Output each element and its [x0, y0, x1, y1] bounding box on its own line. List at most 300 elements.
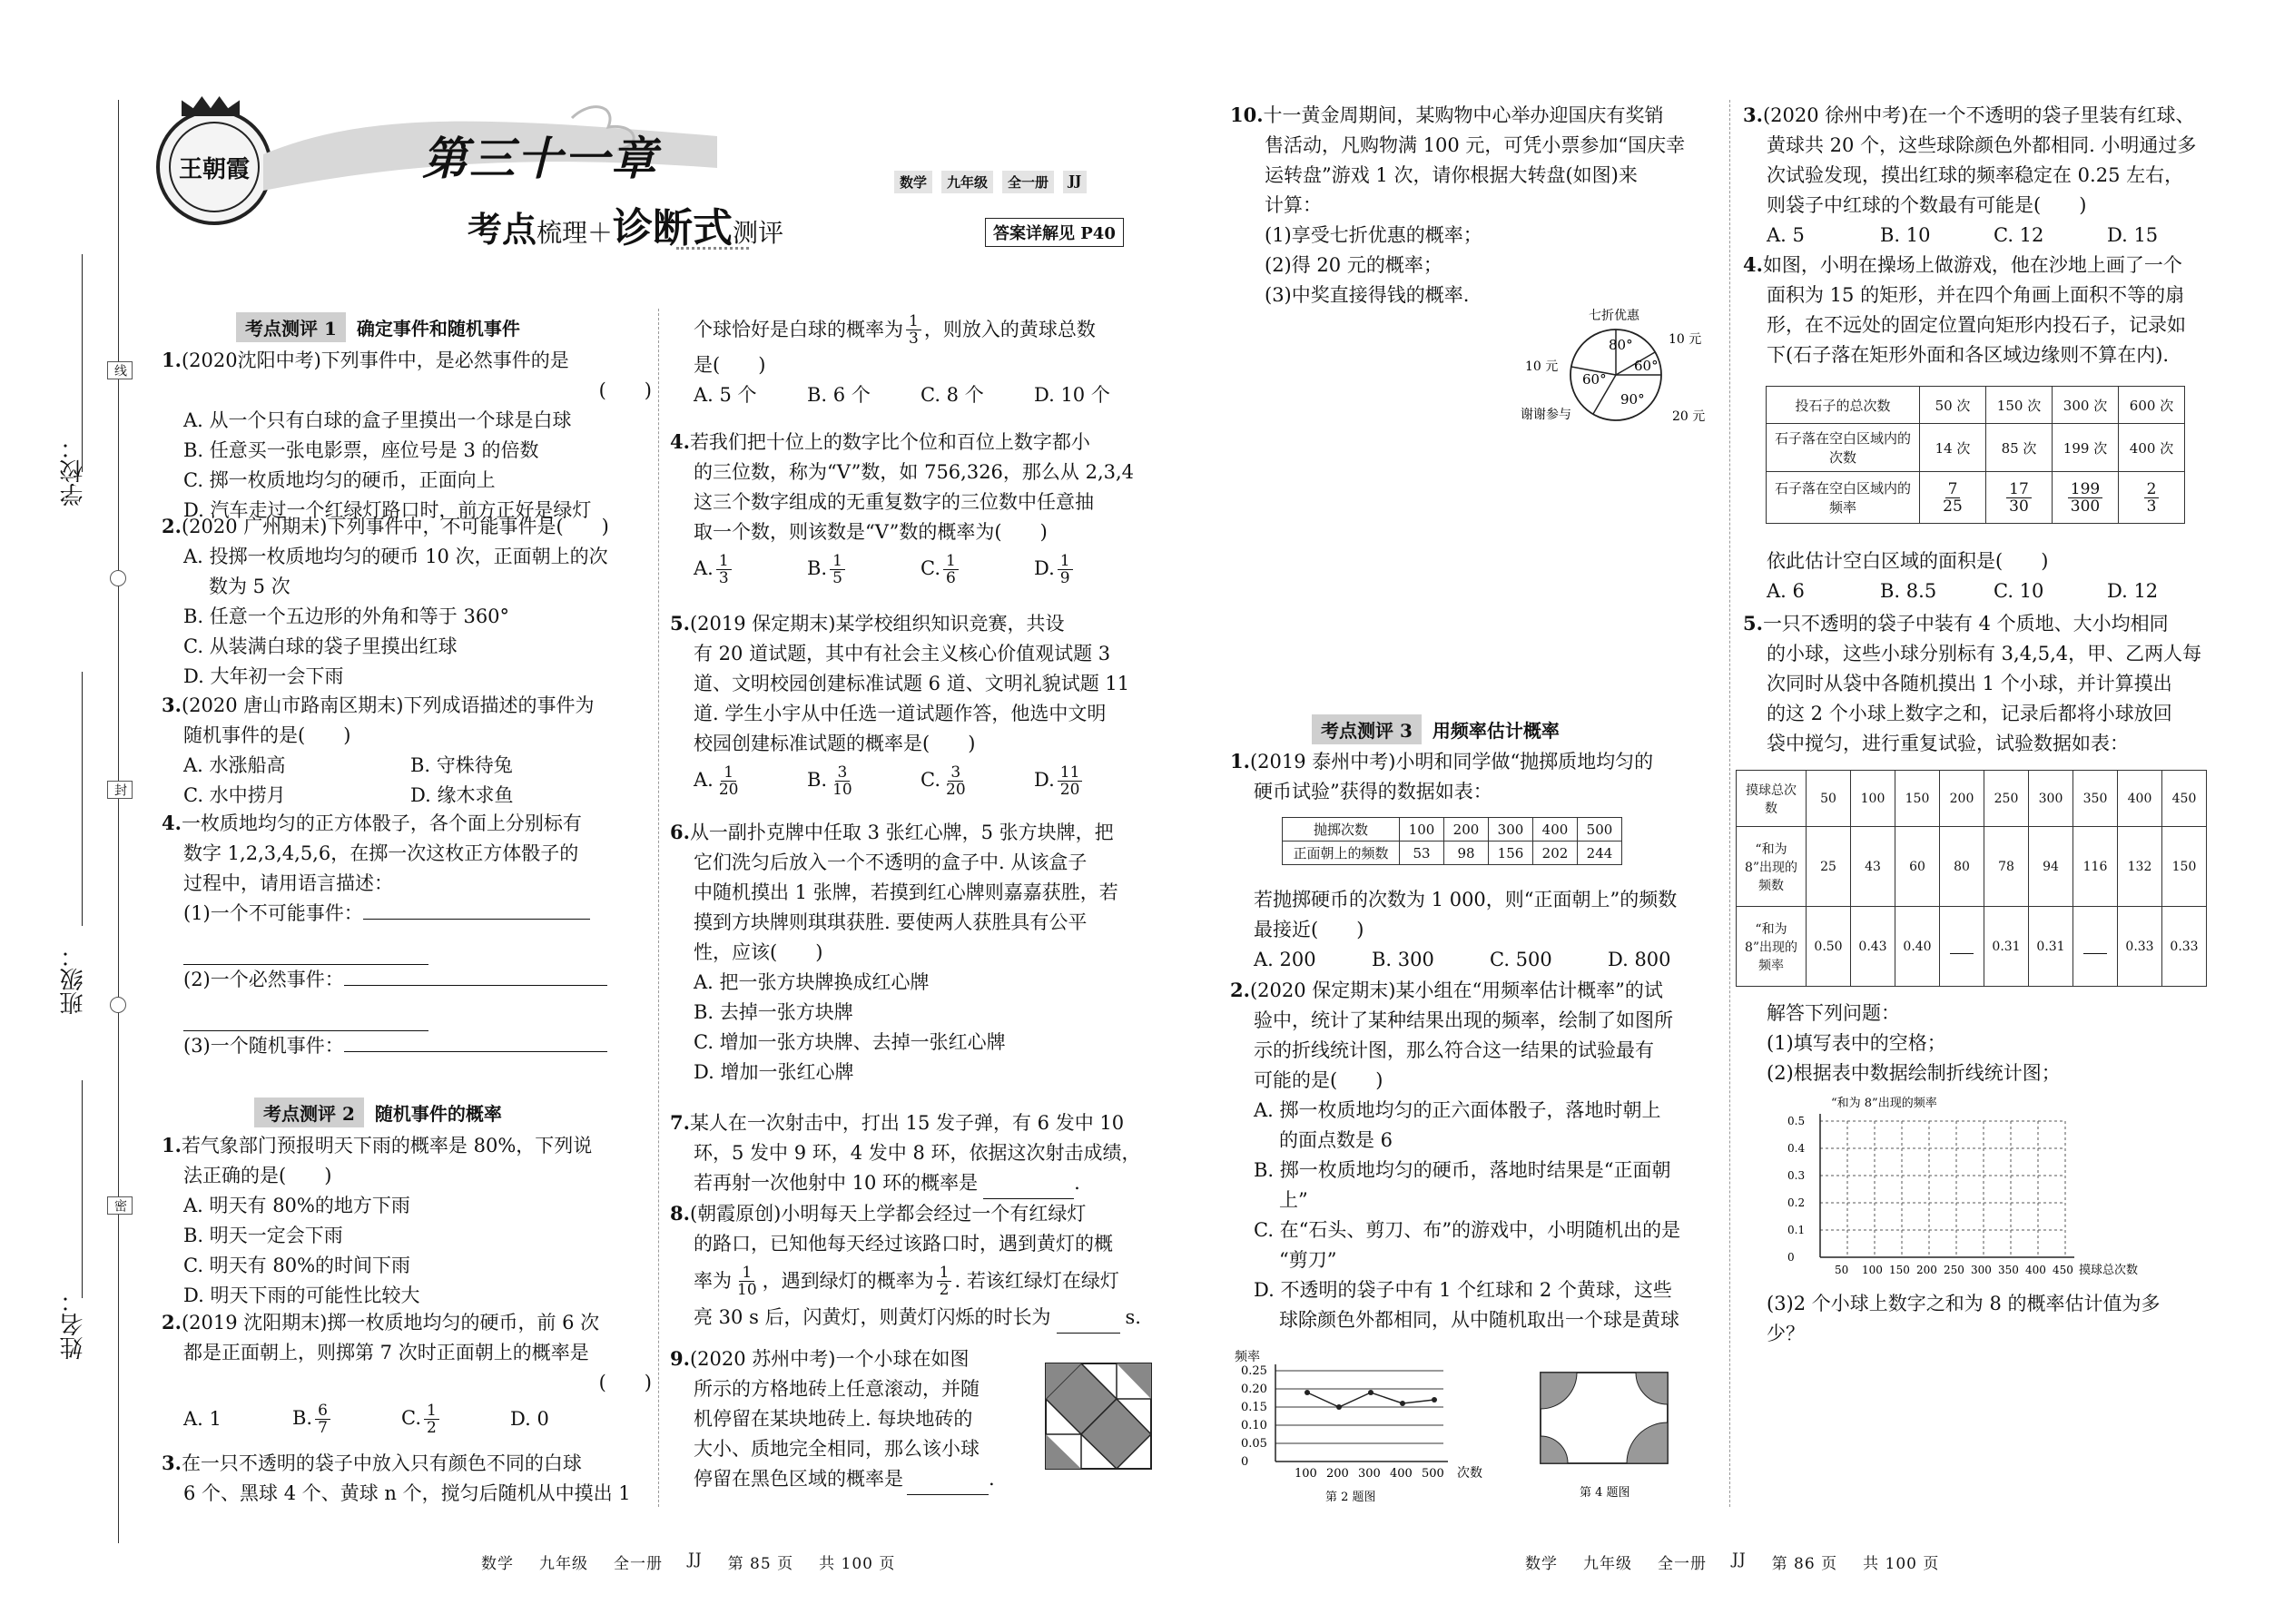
s2q3-line-1: 在一只不透明的袋子中放入只有颜色不同的白球 — [181, 1452, 582, 1474]
tile-grid-figure — [1044, 1362, 1153, 1471]
table-cell: 116 — [2073, 827, 2118, 907]
option-letter: C. — [921, 556, 940, 579]
q1-option-d[interactable]: D. 汽车走过一个红绿灯路口时，前方正好是绿灯 — [183, 499, 592, 521]
heading-part-b: 梳理＋ — [537, 218, 614, 248]
option-letter: D. — [1034, 556, 1055, 579]
s2q5-line-3: 道、文明校园创建标准试题 6 道、文明礼貌试题 11 — [694, 673, 1130, 694]
table-row — [1737, 907, 2207, 987]
fraction-top: 199 — [2068, 481, 2102, 498]
s3q1-after-1: 若抛掷硬币的次数为 1 000，则“正面朝上”的频数 — [1254, 889, 1678, 910]
wheel-label-10-right: 10 元 — [1669, 332, 1702, 347]
table-row — [1737, 827, 2207, 907]
table-cell: 0.50 — [1807, 907, 1851, 987]
section-2-tag: 考点测评 2 — [254, 1097, 364, 1127]
r4-option-c[interactable]: C. 10 — [1994, 580, 2044, 602]
r4-line-2: 面积为 15 的矩形，并在四个角画上面积不等的扇 — [1767, 284, 2185, 306]
s2q2-option-c[interactable] — [401, 1403, 510, 1436]
r5-line-3: 次同时从袋中各随机摸出 1 个小球，并计算摸出 — [1767, 673, 2172, 694]
col-divider-left — [658, 309, 659, 1507]
s2q4-option-b[interactable] — [807, 553, 921, 586]
q4-part-1: (1)一个不可能事件： — [183, 902, 363, 924]
q1-option-b[interactable]: B. 任意买一张电影票，座位号是 3 的倍数 — [183, 439, 539, 461]
cell-fraction — [2144, 481, 2160, 515]
option-letter: A. — [694, 768, 714, 791]
table-cell: 300 — [1489, 818, 1533, 842]
table-cell: 80 — [1940, 827, 1984, 907]
table-cell: 300 次 — [2053, 387, 2119, 424]
wheel-angle-90: 90° — [1620, 391, 1645, 408]
q10-line-4: 计算： — [1265, 194, 1322, 216]
q2-option-a[interactable]: A. 投掷一枚质地均匀的硬币 10 次，正面朝上的次 — [183, 546, 608, 567]
r4-line-4: 下(石子落在矩形外面和各区域边缘则不算在内). — [1767, 344, 2170, 366]
q2-option-b[interactable]: B. 任意一个五边形的外角和等于 360° — [183, 605, 510, 627]
blank-frequency-grid[interactable] — [1784, 1094, 2210, 1289]
fraction-top: 1 — [943, 553, 959, 570]
fraction-bottom: 10 — [737, 1280, 757, 1299]
chart5-ylabel: “和为 8”出现的频率 — [1831, 1097, 1937, 1110]
table-cell — [2119, 472, 2185, 524]
table-cell: 60 — [1895, 827, 1940, 907]
s3q2-option-d[interactable]: D. 不透明的袋子中有 1 个红球和 2 个黄球，这些 — [1254, 1279, 1672, 1301]
q4-part-3: (3)一个随机事件： — [183, 1035, 344, 1057]
seal-mark-mi: 密 — [107, 1196, 133, 1215]
s2q6-option-a[interactable]: A. 把一张方块牌换成红心牌 — [694, 971, 930, 993]
q1-paren: ( ) — [598, 379, 652, 401]
fig4-caption: 第 4 题图 — [1580, 1486, 1630, 1500]
binding-line — [118, 100, 119, 1543]
cell-fraction — [1940, 481, 1965, 515]
s2q1-number: 1. — [162, 1134, 182, 1156]
q3-number: 3. — [162, 694, 182, 716]
q4-part-1-blank[interactable] — [363, 919, 590, 920]
chart5-xtick-label: 250 — [1944, 1264, 1964, 1276]
binding-hole-2 — [110, 997, 126, 1013]
q10-line-2: 售活动，凡购物满 100 元，可凭小票参加“国庆幸 — [1265, 134, 1686, 156]
section-1-title: 确定事件和随机事件 — [356, 317, 520, 340]
s2q5-line-4: 道. 学生小宇从中任选一道试题作答，他选中文明 — [694, 703, 1107, 724]
q2-stem: (2020 广州期末)下列事件中，不可能事件是( ) — [181, 516, 609, 537]
q3-option-c[interactable]: C. 水中捞月 — [183, 784, 286, 806]
option-fraction — [943, 764, 969, 798]
q10-number: 10. — [1230, 103, 1264, 126]
r4-after-text: 依此估计空白区域的面积是( ) — [1767, 550, 2049, 572]
chart2-data-point — [1336, 1404, 1342, 1410]
q2-option-d[interactable]: D. 大年初一会下雨 — [183, 665, 344, 687]
chart2-xtick-label: 200 — [1326, 1467, 1349, 1481]
s2q2-option-b[interactable] — [292, 1403, 401, 1436]
r4-option-d[interactable]: D. 12 — [2107, 580, 2159, 602]
table-cell: 400 — [1533, 818, 1578, 842]
s2q4-line-4: 取一个数，则该数是“V”数的概率为( ) — [694, 521, 1048, 543]
logo-text: 王朝霞 — [178, 155, 250, 183]
fraction-top: 1 — [830, 553, 845, 570]
fraction-top: 6 — [315, 1403, 330, 1420]
r5-line-2: 的小球，这些小球分别标有 3,4,5,4，甲、乙两人每 — [1767, 643, 2202, 664]
seal-mark-feng: 封 — [107, 781, 133, 799]
s2q5-line-2: 有 20 道试题，其中有社会主义核心价值观试题 3 — [694, 643, 1111, 664]
table-blank-cell[interactable] — [1940, 907, 1984, 987]
r5-after-2: (1)填写表中的空格； — [1767, 1032, 1946, 1054]
chart5-ytick-label: 0.3 — [1787, 1169, 1806, 1182]
s3q1-option-a[interactable]: A. 200 — [1254, 949, 1316, 970]
table-cell: 132 — [2118, 827, 2162, 907]
table-cell: 25 — [1807, 827, 1851, 907]
r5-line-5: 袋中搅匀，进行重复试验，试验数据如表： — [1767, 733, 2129, 754]
table-cell: 150 — [2162, 827, 2207, 907]
chart2-ytick-label: 0.15 — [1241, 1401, 1267, 1414]
table-blank-cell[interactable] — [2073, 907, 2118, 987]
footer-edition: JJ — [688, 1550, 703, 1569]
s2q6-option-d[interactable]: D. 增加一张红心牌 — [694, 1061, 854, 1083]
q4-part-3-blank[interactable] — [344, 1051, 607, 1052]
s2q1-option-d[interactable]: D. 明天下雨的可能性比较大 — [183, 1284, 420, 1306]
s2q8-answer-blank[interactable] — [1057, 1303, 1120, 1334]
s2q4-option-d[interactable] — [1034, 553, 1147, 586]
chart2-data-point — [1432, 1397, 1437, 1403]
r3-option-a[interactable]: A. 5 — [1767, 224, 1805, 246]
fraction-bottom: 2 — [939, 1280, 950, 1299]
s2q5-option-d[interactable] — [1034, 764, 1147, 798]
fraction-bottom: 5 — [832, 568, 842, 587]
s2q2-line-1: (2019 沈阳期末)掷一枚质地均匀的硬币，前 6 次 — [181, 1312, 600, 1334]
footer-subject: 数学 — [1525, 1555, 1558, 1573]
option-letter: C. — [921, 768, 940, 791]
chart5-ytick-label: 0.4 — [1787, 1142, 1806, 1155]
s2q9-line-5: 停留在黑色区域的概率是 — [694, 1468, 903, 1490]
r3-number: 3. — [1743, 103, 1763, 126]
s3q2-option-b[interactable]: B. 掷一枚质地均匀的硬币，落地时结果是“正面朝 — [1254, 1159, 1671, 1181]
s2q2-option-a[interactable]: A. 1 — [183, 1407, 222, 1430]
school-field[interactable] — [82, 254, 83, 472]
seal-mark-xian: 线 — [107, 361, 133, 379]
s2q3-cont-line-1b: ，则放入的黄球总数 — [923, 318, 1096, 340]
s2q8-fraction-yellow — [734, 1265, 760, 1298]
section-1-bar — [236, 313, 520, 340]
chart2-xticks — [1295, 1467, 1444, 1481]
q3-option-d[interactable]: D. 缘木求鱼 — [410, 784, 514, 806]
footer-edition: JJ — [1732, 1550, 1747, 1569]
r4-option-a[interactable]: A. 6 — [1767, 580, 1805, 602]
s2q6-line-4: 摸到方块牌则琪琪获胜. 要使两人获胜具有公平 — [694, 911, 1088, 933]
question-2 — [162, 511, 652, 692]
r4-after — [1743, 546, 2233, 606]
frequency-line-chart — [1230, 1348, 1521, 1507]
chart2-xtick-label: 400 — [1390, 1467, 1413, 1481]
chart5-xtick-label: 350 — [1998, 1264, 2019, 1276]
s2q8-line-1: (朝霞原创)小明每天上学都会经过一个有红绿灯 — [689, 1203, 1087, 1225]
table-head: 正面朝上的频数 — [1283, 842, 1400, 865]
fraction-top: 11 — [1058, 764, 1083, 782]
r3-line-3: 次试验发现，摸出红球的频率稳定在 0.25 左右， — [1767, 164, 2184, 186]
chart5-xtick-label: 50 — [1835, 1264, 1849, 1276]
table-head: “和为 8”出现的频数 — [1737, 827, 1807, 907]
r3-option-c[interactable]: C. 12 — [1994, 224, 2044, 246]
chapter-title: 第三十一章 — [422, 132, 658, 185]
q1-option-c[interactable]: C. 掷一枚质地均匀的硬币，正面向上 — [183, 469, 496, 491]
table-cell: 300 — [2029, 771, 2073, 827]
r5-line-4: 的这 2 个小球上数字之和，记录后都将小球放回 — [1767, 703, 2172, 724]
chart5-xticks — [1835, 1264, 2073, 1276]
table-cell: 53 — [1400, 842, 1444, 865]
s3q2-option-c[interactable]: C. 在“石头、剪刀、布”的游戏中，小明随机出的是 — [1254, 1219, 1681, 1241]
s2q8-unit: s. — [1125, 1306, 1141, 1328]
s2q9-answer-blank[interactable] — [907, 1464, 989, 1495]
s2q3-cont-fraction — [906, 313, 921, 347]
r-question-3 — [1743, 100, 2233, 251]
r5-number: 5. — [1743, 612, 1763, 635]
wheel-angle-60-right: 60° — [1634, 358, 1659, 374]
q10-line-3: 运转盘”游戏 1 次，请你根据大转盘(如图)来 — [1265, 164, 1638, 186]
r3-line-2: 黄球共 20 个，这些球除颜色外都相同. 小明通过多 — [1767, 134, 2197, 156]
s2q3-cont-line-2: 是( ) — [694, 354, 766, 376]
q3-option-a[interactable]: A. 水涨船高 — [183, 754, 286, 776]
table-cell: 98 — [1444, 842, 1489, 865]
q1-option-a[interactable]: A. 从一个只有白球的盒子里摸出一个球是白球 — [183, 409, 572, 431]
r4-line-3: 形，在不远处的固定位置向矩形内投石子，记录如 — [1767, 314, 2186, 336]
name-label: 姓名： — [60, 1289, 87, 1360]
s2q8-fraction-green — [937, 1265, 952, 1298]
s2q3-option-b[interactable]: B. 6 个 — [807, 384, 871, 406]
heading-dots — [676, 247, 749, 250]
s2-question-6 — [670, 817, 1160, 1088]
option-fraction — [1058, 764, 1083, 798]
option-fraction — [943, 553, 959, 586]
r5-line-1: 一只不透明的袋子中装有 4 个质地、大小均相同 — [1762, 613, 2169, 635]
fraction-top: 1 — [739, 1265, 754, 1282]
chart2-data-point — [1305, 1390, 1310, 1395]
fraction-top: 7 — [1945, 481, 1961, 498]
table-head: “和为 8”出现的频率 — [1737, 907, 1807, 987]
q1-number: 1. — [162, 349, 182, 371]
fraction-top: 1 — [937, 1265, 952, 1282]
footer-volume: 全一册 — [1658, 1555, 1707, 1573]
q4-line-1: 一枚质地均匀的正方体骰子，各个面上分别标有 — [181, 812, 582, 834]
chart2-data-point — [1400, 1401, 1405, 1406]
chart5-xtick-label: 400 — [2025, 1264, 2046, 1276]
s2q6-option-c[interactable]: C. 增加一张方块牌、去掉一张红心牌 — [694, 1031, 1006, 1053]
q10-part-2: (2)得 20 元的概率； — [1265, 254, 1442, 276]
s2q6-line-5: 性，应该( ) — [694, 941, 823, 963]
s2q8-line-3c: . 若该红绿灯在绿灯 — [954, 1269, 1119, 1292]
r5-after-1: 解答下列问题： — [1767, 1002, 1900, 1024]
s2q9-line-1: (2020 苏州中考)一个小球在如图 — [689, 1348, 970, 1370]
s3q1-line-2: 硬币试验”获得的数据如表： — [1254, 781, 1492, 802]
fraction-top: 17 — [2006, 481, 2032, 498]
s3q2-option-a[interactable]: A. 掷一枚质地均匀的正六面体骰子，落地时朝上 — [1254, 1099, 1661, 1121]
section-3-bar — [1312, 715, 1560, 743]
q2-option-c[interactable]: C. 从装满白球的袋子里摸出红球 — [183, 635, 458, 657]
cell-fraction — [2006, 481, 2032, 515]
tag-subject: 数学 — [894, 171, 932, 193]
fraction-top: 1 — [906, 313, 921, 330]
table-row — [1767, 424, 2185, 472]
question-4 — [162, 808, 652, 1061]
q4-line-2: 数字 1,2,3,4,5,6，在掷一次这枚正方体骰子的 — [183, 842, 579, 864]
s2q3-option-a[interactable]: A. 5 个 — [694, 384, 757, 406]
q3-stem-2: 随机事件的是( ) — [183, 724, 351, 746]
r3-option-b[interactable]: B. 10 — [1880, 224, 1931, 246]
chart5-xtick-label: 300 — [1971, 1264, 1992, 1276]
option-fraction — [716, 764, 742, 798]
option-fraction — [830, 764, 855, 798]
r4-number: 4. — [1743, 253, 1763, 276]
table-cell: 200 — [1940, 771, 1984, 827]
table-cell: 450 — [2162, 771, 2207, 827]
r4-line-1: 如图，小明在操场上做游戏，他在沙地上画了一个 — [1762, 254, 2182, 276]
s2q5-line-1: (2019 保定期末)某学校组织知识竞赛，共设 — [689, 613, 1065, 635]
answer-note: 答案详解见 P40 — [985, 218, 1124, 247]
s2-question-9: 9.(2020 苏州中考)一个小球在如图 所示的方格地砖上任意滚动，并随 机停留在某块地砖上. 每块地砖的 大小、质地完全相同，那么该小球 停留在黑色区域的概率是 . — [670, 1343, 1033, 1495]
s2q1-option-c[interactable]: C. 明天有 80%的时间下雨 — [183, 1255, 411, 1276]
table-cell: 43 — [1851, 827, 1895, 907]
s3q2-option-d-cont: 球除颜色外都相同，从中随机取出一个球是黄球 — [1279, 1309, 1679, 1331]
r3-option-d[interactable]: D. 15 — [2107, 224, 2159, 246]
chart2-ytick-label: 0.25 — [1241, 1364, 1267, 1378]
chart5-grid — [1820, 1121, 2065, 1257]
q3-option-b[interactable]: B. 守株待兔 — [410, 754, 513, 776]
chart2-xlabel: 次数 — [1457, 1466, 1482, 1481]
chart5-xtick-label: 100 — [1862, 1264, 1883, 1276]
wheel-label-10-left: 10 元 — [1525, 359, 1559, 374]
s2q2-option-b-fraction — [315, 1403, 330, 1436]
s2q2-paren: ( ) — [598, 1372, 652, 1393]
s2q2-option-b-letter: B. — [292, 1406, 313, 1429]
name-field[interactable] — [82, 1080, 83, 1298]
fraction-bottom: 25 — [1943, 497, 1963, 516]
table-head: 石子落在空白区域内的次数 — [1767, 424, 1920, 472]
subject-tags — [894, 171, 1087, 193]
section-heading — [468, 195, 783, 253]
r5-part-3 — [1743, 1289, 2233, 1349]
s2q2-option-c-letter: C. — [401, 1406, 421, 1429]
s2q8-line-3a: 率为 — [694, 1269, 732, 1292]
section-2-bar — [254, 1098, 502, 1126]
table-row — [1737, 771, 2207, 827]
q10-part-3: (3)中奖直接得钱的概率. — [1265, 284, 1470, 306]
fraction-bottom: 3 — [718, 568, 729, 587]
wheel-label-discount: 七折优惠 — [1589, 309, 1639, 323]
footer-grade: 九年级 — [1583, 1555, 1632, 1573]
s3q2-line-3: 示的折线统计图，那么符合这一结果的试验最有 — [1254, 1039, 1654, 1061]
right-footer — [1525, 1550, 1939, 1573]
chart2-xtick-label: 500 — [1422, 1467, 1444, 1481]
s2q4-option-a[interactable] — [694, 553, 807, 586]
question-1 — [162, 345, 652, 526]
r3-line-4: 则袋子中红球的个数最有可能是( ) — [1767, 194, 2087, 216]
q4-part-1-blank-2[interactable] — [183, 934, 428, 965]
s2q5-number: 5. — [670, 612, 690, 635]
s2q3-option-d[interactable]: D. 10 个 — [1034, 384, 1110, 406]
s2q6-line-3: 中随机摸出 1 张牌，若摸到红心牌则嘉嘉获胜，若 — [694, 881, 1118, 903]
s2q5-option-b[interactable] — [807, 764, 921, 798]
table-cell: 85 次 — [1986, 424, 2053, 472]
chart2-ytick-label: 0.20 — [1241, 1383, 1267, 1396]
footer-subject: 数学 — [481, 1555, 514, 1573]
s2q1-line-2: 法正确的是( ) — [183, 1165, 332, 1186]
option-letter: B. — [807, 556, 828, 579]
r5-q3-line-2: 少？ — [1767, 1323, 1805, 1344]
fraction-bottom: 300 — [2070, 497, 2101, 516]
s3q1-option-d[interactable]: D. 800 — [1608, 949, 1671, 970]
s3q1-option-b[interactable]: B. 300 — [1372, 949, 1434, 970]
table-cell: 250 — [1984, 771, 2029, 827]
fraction-top: 1 — [716, 553, 732, 570]
s2q8-number: 8. — [670, 1202, 690, 1225]
r4-option-b[interactable]: B. 8.5 — [1880, 580, 1937, 602]
footer-total: 共 100 页 — [1863, 1555, 1940, 1573]
class-field[interactable] — [82, 672, 83, 926]
s3q2-number: 2. — [1230, 979, 1250, 1001]
s2q2-line-2: 都是正面朝上，则掷第 7 次时正面朝上的概率是 — [183, 1342, 589, 1363]
binding-hole-1 — [110, 570, 126, 586]
chart5-xtick-label: 200 — [1916, 1264, 1937, 1276]
s2q8-line-2: 的路口，已知他每天经过该路口时，遇到黄灯的概 — [694, 1233, 1113, 1255]
rectangle-sector-figure — [1539, 1371, 1675, 1507]
q4-part-2-blank[interactable] — [344, 985, 607, 986]
table-row — [1283, 842, 1622, 865]
wheel-label-thanks: 谢谢参与 — [1521, 408, 1571, 422]
s2q3-option-c[interactable]: C. 8 个 — [921, 384, 984, 406]
s2-question-1 — [162, 1130, 652, 1311]
fraction-top: 1 — [1058, 553, 1073, 570]
s2q5-option-a[interactable] — [694, 764, 807, 798]
table-cell: 202 — [1533, 842, 1578, 865]
s2-question-3 — [162, 1448, 652, 1509]
s2q6-option-b[interactable]: B. 去掉一张方块牌 — [694, 1001, 853, 1023]
r-question-4 — [1743, 250, 2233, 370]
s2q2-option-d[interactable]: D. 0 — [510, 1407, 549, 1430]
chart2-yticks — [1241, 1364, 1267, 1469]
table-cell: 50 次 — [1920, 387, 1986, 424]
chart2-ytick-label: 0.05 — [1241, 1437, 1267, 1451]
s2q7-line-2: 环，5 发中 9 环，4 发中 8 环，依据这次射击成绩， — [694, 1142, 1141, 1164]
s2-question-5 — [670, 608, 1160, 802]
fraction-top: 3 — [948, 764, 963, 782]
table-cell: 350 — [2073, 771, 2118, 827]
table-cell: 14 次 — [1920, 424, 1986, 472]
s2q1-option-a[interactable]: A. 明天有 80%的地方下雨 — [183, 1195, 410, 1216]
left-footer — [481, 1550, 895, 1573]
s3q1-option-c[interactable]: C. 500 — [1490, 949, 1552, 970]
table-cell: 0.43 — [1851, 907, 1895, 987]
tag-edition: JJ — [1063, 171, 1087, 193]
table-cell — [1920, 472, 1986, 524]
footer-total: 共 100 页 — [819, 1555, 896, 1573]
s2q2-number: 2. — [162, 1311, 182, 1334]
s2q1-option-b[interactable]: B. 明天一定会下雨 — [183, 1225, 343, 1246]
s3q1-line-1: (2019 泰州中考)小明和同学做“抛掷质地均匀的 — [1249, 751, 1654, 773]
s2q4-option-c[interactable] — [921, 553, 1034, 586]
q3-stem-1: (2020 唐山市路南区期末)下列成语描述的事件为 — [181, 694, 595, 716]
chart2-ytick-label: 0.10 — [1241, 1419, 1267, 1432]
s2q3-cont-line-1a: 个球恰好是白球的概率为 — [694, 318, 903, 340]
chart5-xlabel: 摸球总次数 — [2079, 1264, 2139, 1277]
s3q1-after-2: 最接近( ) — [1254, 919, 1364, 940]
s2q9-line-4: 大小、质地完全相同，那么该小球 — [694, 1438, 980, 1460]
q4-part-2-blank-2[interactable] — [183, 1000, 428, 1031]
table-cell: 156 — [1489, 842, 1533, 865]
q1-stem: (2020沈阳中考)下列事件中，是必然事件的是 — [181, 349, 569, 371]
table-row — [1767, 472, 2185, 524]
table-cell: 50 — [1807, 771, 1851, 827]
heading-part-a: 考点 — [468, 209, 537, 250]
section-3-tag: 考点测评 3 — [1312, 714, 1422, 744]
chart2-xtick-label: 100 — [1295, 1467, 1317, 1481]
table-head: 投石子的总次数 — [1767, 387, 1920, 424]
s2q7-answer-blank[interactable] — [983, 1168, 1074, 1199]
s2q5-option-c[interactable] — [921, 764, 1034, 798]
s3-question-2 — [1230, 975, 1725, 1335]
